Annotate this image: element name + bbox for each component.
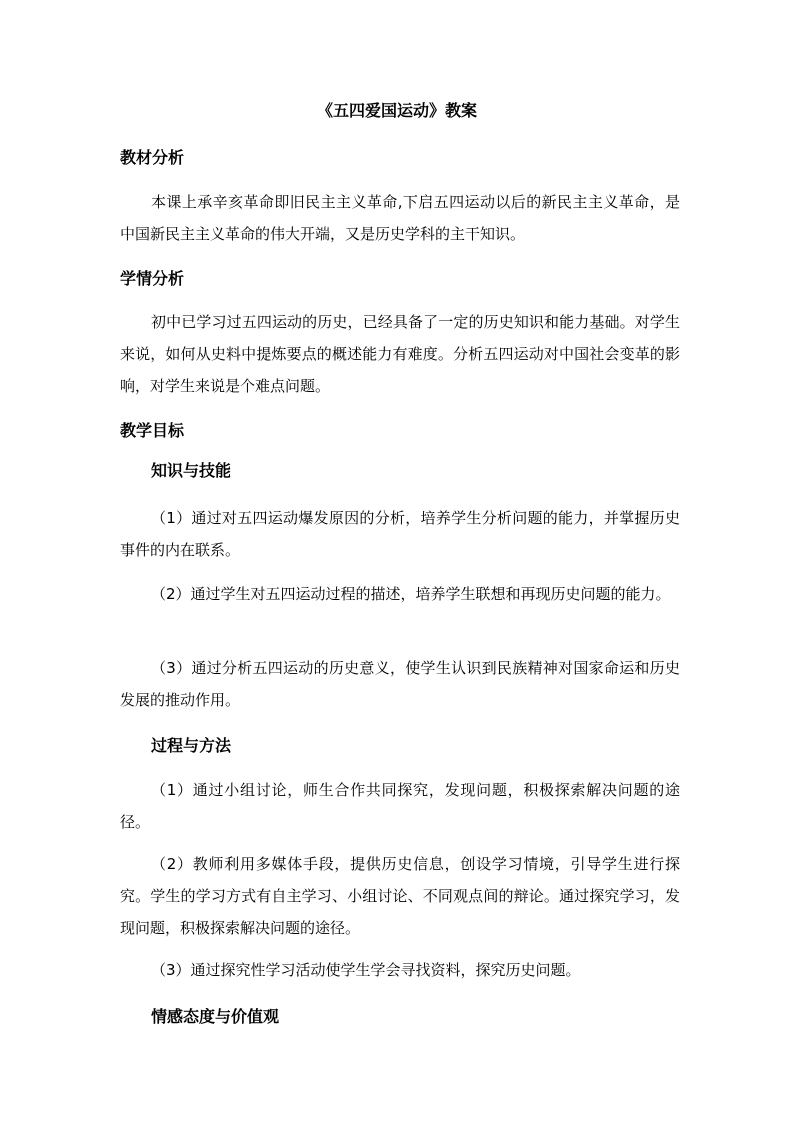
subheading-emotion-values: 情感态度与价值观 — [151, 1007, 280, 1026]
heading-textbook-analysis: 教材分析 — [120, 148, 185, 167]
subheading-process-methods: 过程与方法 — [151, 736, 232, 755]
paragraph-student-analysis: 初中已学习过五四运动的历史，已经具备了一定的历史知识和能力基础。对学生来说，如何从史料中提炼要点的概述能力有难度。分析五四运动对中国社会变革的影响，对学生来说是个难点问题。 — [120, 313, 680, 395]
list-item-knowledge-2: （2）通过学生对五四运动过程的描述，培养学生联想和再现历史问题的能力。 — [151, 585, 671, 603]
list-item-process-3: （3）通过探究性学习活动使学生学会寻找资料，探究历史问题。 — [151, 961, 581, 979]
paragraph-textbook-analysis: 本课上承辛亥革命即旧民主主义革命,下启五四运动以后的新民主主义革命，是中国新民主主义革命的伟大开端，又是历史学科的主干知识。 — [120, 193, 680, 243]
list-item-process-2: （2）教师利用多媒体手段，提供历史信息，创设学习情境，引导学生进行探究。学生的学习方式有自主学习、小组讨论、不同观点间的辩论。通过探究学习，发现问题，积极探索解决问题的途径。 — [120, 855, 680, 937]
document-title: 《五四爱国运动》教案 — [316, 101, 477, 120]
subheading-knowledge-skills: 知识与技能 — [151, 461, 232, 480]
heading-student-analysis: 学情分析 — [120, 269, 185, 288]
list-item-knowledge-3: （3）通过分析五四运动的历史意义，使学生认识到民族精神对国家命运和历史发展的推动作用。 — [120, 659, 680, 709]
list-item-knowledge-1: （1）通过对五四运动爆发原因的分析，培养学生分析问题的能力，并掌握历史事件的内在联系。 — [120, 509, 680, 559]
heading-teaching-goals: 教学目标 — [120, 421, 185, 440]
list-item-process-1: （1）通过小组讨论，师生合作共同探究，发现问题，积极探索解决问题的途径。 — [120, 781, 680, 831]
